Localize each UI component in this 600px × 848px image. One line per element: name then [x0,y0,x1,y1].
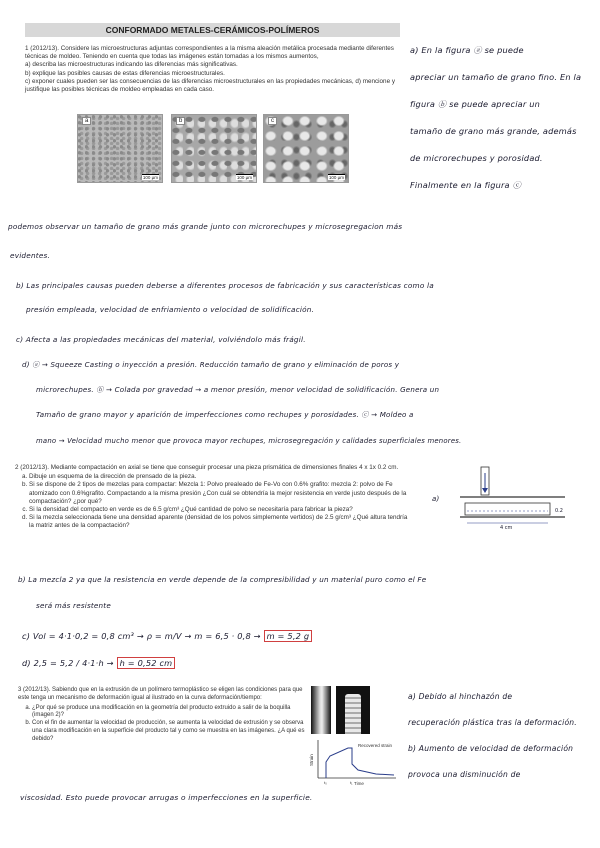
answer-2d-result: h = 0,52 cm [117,657,176,669]
micrograph-a-label: a [82,117,91,125]
answer-1-right-line: Finalmente en la figura ⓒ [410,180,521,190]
micrograph-c [263,114,349,183]
micrograph-a-scale: 100 µm [142,175,158,180]
answer-1-line: d) ⓐ → Squeeze Casting o inyección a presión. Reducción tamaño de grano y eliminación de poros y [22,360,400,369]
answer-1-line: evidentes. [10,251,51,260]
answer-2c [22,631,312,641]
question-2-item: c. Si la densidad del compacto en verde es de 6.5 g/cm³ ¿Qué cantidad de polvo se necesitaría para fabricar la pieza? [29,506,410,514]
extrusion-photo-2 [336,686,370,734]
strain-curve [326,748,394,778]
answer-1-line: Tamaño de grano mayor y aparición de imperfecciones como rechupes y porosidades. ⓒ → Moldeo a [36,410,414,419]
t1-label: t₁ [350,780,353,785]
width-dimension: 4 cm [500,525,513,530]
answer-2c-formula: c) Vol = 4·1·0,2 = 0,8 cm³ → ρ = m/V → m = 6,5 · 0,8 → [22,631,261,641]
answer-1-line: c) Afecta a las propiedades mecánicas del material, volviéndolo más frágil. [16,335,306,344]
answer-3-right-line: provoca una disminución de [408,770,521,779]
answer-1-right-line: a) En la figura ⓐ se puede [410,45,524,55]
question-3 [18,687,306,744]
answer-3-right-line: recuperación plástica tras la deformación. [408,718,577,727]
question-1-intro: 1 (2012/13). Considere las microestructuras adjuntas correspondientes a la misma aleación metálica procesada mediante diferentes técnicas de moldeo. Teniendo en cuenta que todas las imágenes están tomadas a los mismos aumentos, [25,45,394,61]
question-2-intro: 2 (2012/13). Mediante compactación en axial se tiene que conseguir procesar una pieza prismática de dimensiones finales 4 x 1x 0.2 cm. [15,464,399,471]
height-dimension: 0.2 [555,508,563,514]
micrograph-b [171,114,257,183]
page-title: CONFORMADO METALES-CERÁMICOS-POLÍMEROS [25,23,400,37]
answer-1-line: microrechupes. ⓑ → Colada por gravedad → a menor presión, menor velocidad de solidificación. Genera un [36,385,440,394]
micrograph-b-scale: 100 µm [236,175,252,180]
extrudate-wavy [345,694,361,734]
answer-2b-line: será más resistente [36,601,111,610]
answer-3-right-line: a) Debido al hinchazón de [408,692,513,701]
question-1-c: c) exponer cuales pueden ser las consecuencias de las diferencias microestructurales en las propiedades mecánicas, d) mencione y justifique las posibles técnicas de moldeo empleadas en cada caso. [25,77,395,94]
t0-label: t₀ [324,780,327,785]
answer-2d [22,658,175,668]
question-2 [15,464,410,531]
question-1 [25,45,403,94]
answer-1-line: mano → Velocidad mucho menor que provoca mayor rechupes, microsegregación y calidades superficiales menores. [36,437,462,445]
answer-1-right-line: de microrechupes y porosidad. [410,153,543,163]
micrograph-c-scale: 100 µm [328,175,344,180]
question-2-item: b. Si se dispone de 2 tipos de mezclas para compactar: Mezcla 1: Polvo preaIeado de Fe-Vo con 0.6% grafito: mezcla 2: polvo de Fe atomizado con 0.6%grafito. Compactando a la misma presión ¿Con cuál se obtendría la mejor resistencia en verde justo después de la compactación? ¿por qué? [29,481,410,506]
die-cavity [465,503,550,515]
answer-1-right-column [410,37,581,199]
y-axis-label: Strain [309,754,314,766]
question-1-b: b) explique las posibles causas de estas diferencias microestructurales. [25,69,225,77]
micrograph-b-label: b [176,117,185,125]
answer-2d-formula: d) 2,5 = 5,2 / 4·1·h → [22,658,114,668]
question-1-a: a) describa las microestructuras indicando las diferencias más significativas. [25,61,238,69]
answer-1-line: b) Las principales causas pueden deberse a diferentes procesos de fabricación y sus características como la [16,281,434,290]
answer-1-right-line: apreciar un tamaño de grano fino. En la [410,72,582,82]
answer-3-last-line: viscosidad. Esto puede provocar arrugas o imperfecciones en la superficie. [20,793,313,802]
x-axis-label: Time [354,781,364,786]
answer-1-right-line: figura ⓑ se puede apreciar un [410,99,541,109]
press-diagram [455,465,575,530]
answer-1-line: presión empleada, velocidad de enfriamiento o velocidad de solidificación. [26,305,315,314]
answer-1-line: podemos observar un tamaño de grano más grande junto con microrechupes y microsegregacion más [8,222,403,231]
question-2-item: a. Dibuje un esquema de la dirección de prensado de la pieza. [29,473,410,481]
answer-3-right-column [408,684,577,788]
question-3-item: b. Con el fin de aumentar la velocidad de producción, se aumenta la velocidad de extrusión y se observa una clara modificación en la superficie del producto tal y como se muestra en las imágenes. ¿A qué es debido? [32,720,306,743]
question-3-item: a. ¿Por qué se produce una modificación en la geometría del producto extruido a salir de la boquilla (imagen 2)? [32,705,306,721]
micrograph-a [77,114,163,183]
answer-1-right-line: tamaño de grano más grande, además [410,126,577,136]
strain-time-graph [306,738,398,786]
curve-label: Recovered strain [358,743,393,748]
diagram-label: a) [432,495,440,503]
answer-3-right-line: b) Aumento de velocidad de deformación [408,744,574,753]
answer-2c-result: m = 5,2 g [264,630,313,642]
question-3-intro: 3 (2012/13). Sabiendo que en la extrusión de un polímero termoplástico se eligen las condiciones para que este tenga un mecanismo de deformación igual al ilustrado en la curva deformación/tiempo: [18,687,303,701]
answer-2b-line: b) La mezcla 2 ya que la resistencia en verde depende de la compresibilidad y un material puro como el Fe [18,575,427,584]
extrusion-photo-1 [311,686,331,734]
micrograph-c-label: c [268,117,277,125]
question-2-item: d. Si la mezcla seleccionada tiene una densidad aparente (densidad de los polvos simplemente vertidos) de 2.5 g/cm³ ¿Qué altura tendría la matriz antes de la compactación? [29,514,410,530]
